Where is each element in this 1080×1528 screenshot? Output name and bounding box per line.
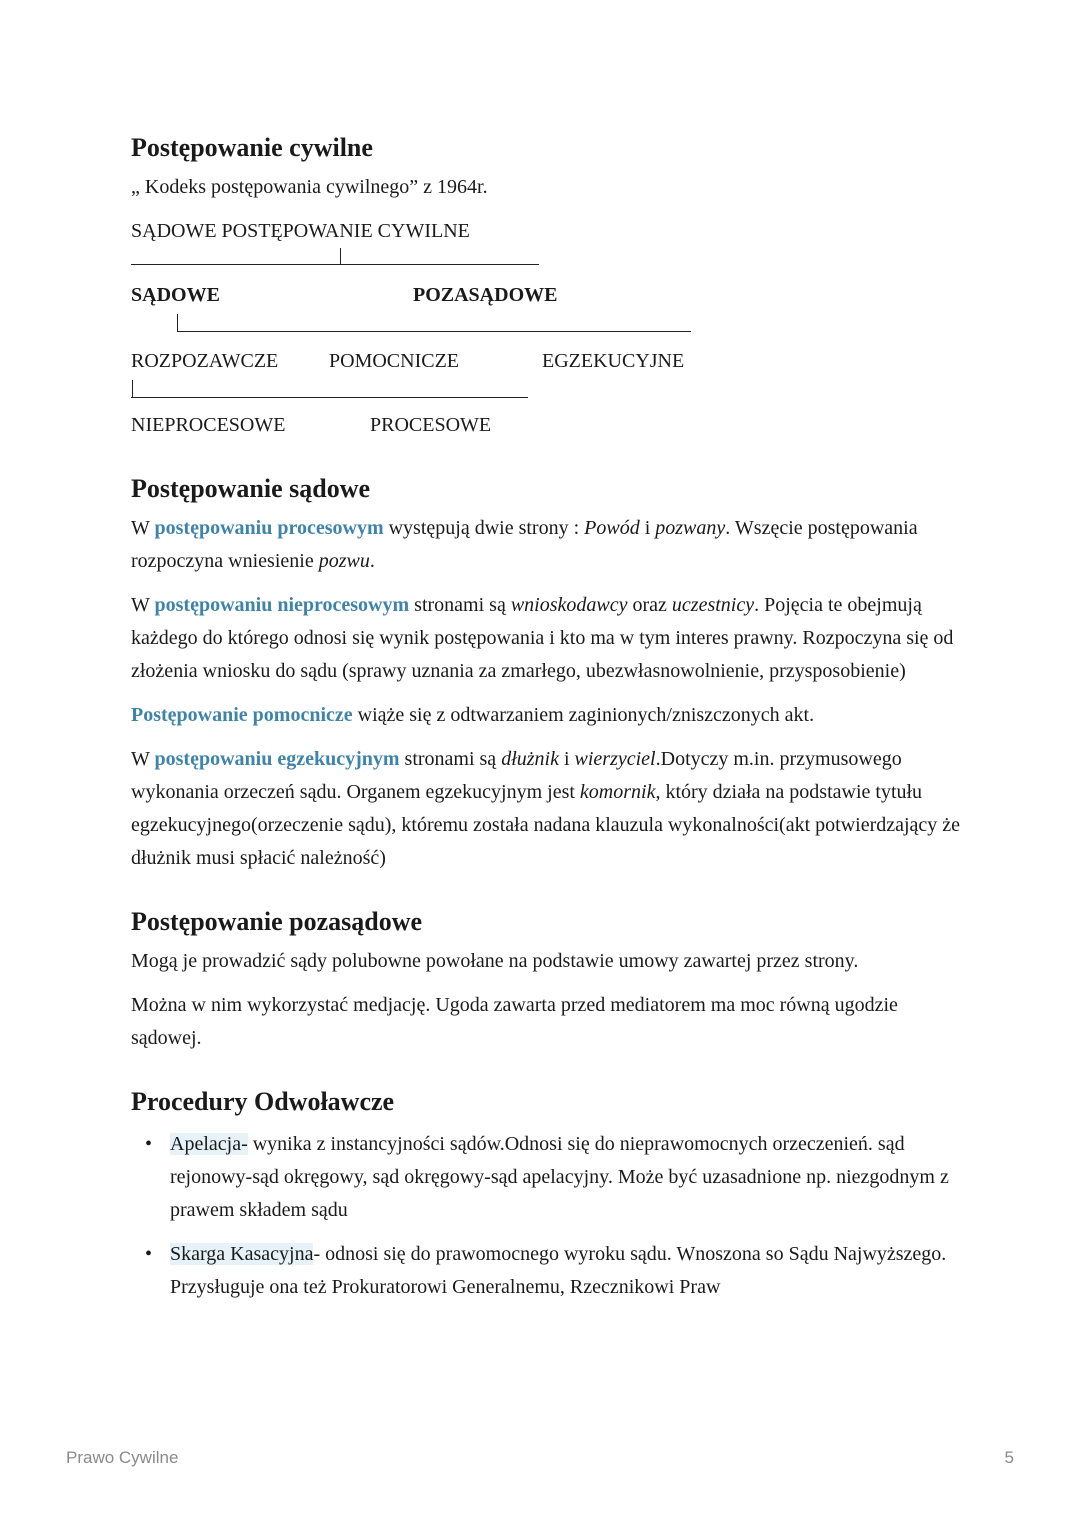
diagram-line: [132, 380, 133, 397]
term-pomocnicze: Postępowanie pomocnicze: [131, 704, 353, 726]
diagram-node-sadowe: SĄDOWE: [131, 284, 220, 306]
paragraph-polubowne: Mogą je prowadzić sądy polubowne powołane na podstawie umowy zawartej przez strony.: [131, 950, 859, 972]
appeal-list: [131, 1128, 961, 1304]
diagram-node-nieprocesowe: NIEPROCESOWE: [131, 414, 286, 436]
list-item: • Apelacja- wynika z instancyjności sądów.Odnosi się do nieprawomocnych orzeczenień. sąd rejonowy-sąd okręgowy, sąd okręgowy-sąd apelacyjny. Może być uzasadnione np. niezgodnym z prawem składem sądu: [131, 1128, 961, 1227]
term-skarga-kasacyjna: Skarga Kasacyjna: [170, 1243, 314, 1265]
paragraph-procesowe: W postępowaniu procesowym występują dwie strony : Powód i pozwany. Wszęcie postępowania rozpoczyna wniesienie pozwu.: [131, 517, 918, 572]
footer-title: Prawo Cywilne: [66, 1448, 179, 1467]
paragraph-nieprocesowe: W postępowaniu nieprocesowym stronami są wnioskodawcy oraz uczestnicy. Pojęcia te obejmują każdego do którego odnosi się wynik postępowania i kto ma w tym interes prawny. Rozpoczyna się od złożenia wniosku do sądu (sprawy uznania za zmarłego, ubezwłasnowolnienie, przysposobienie): [131, 594, 954, 682]
document-body: [131, 128, 961, 1315]
term-egzekucyjne: postępowaniu egzekucyjnym: [154, 748, 400, 770]
procedure-diagram: [131, 215, 961, 442]
diagram-line: [131, 264, 539, 265]
diagram-node-pomocnicze: POMOCNICZE: [329, 350, 460, 372]
diagram-node-egzekucyjne: EGZEKUCYJNE: [542, 350, 685, 372]
page-number: 5: [1004, 1448, 1014, 1467]
diagram-root: SĄDOWE POSTĘPOWANIE CYWILNE: [131, 220, 470, 242]
term-nieprocesowe: postępowaniu nieprocesowym: [154, 594, 410, 616]
diagram-line: [131, 397, 528, 398]
code-line: „ Kodeks postępowania cywilnego” z 1964r.: [131, 176, 488, 198]
diagram-line: [177, 331, 691, 332]
diagram-node-rozpozawcze: ROZPOZAWCZE: [131, 350, 279, 372]
bullet-icon: •: [145, 1243, 153, 1265]
list-item: • Skarga Kasacyjna- odnosi się do prawomocnego wyroku sądu. Wnoszona so Sądu Najwyższego. Przysługuje ona też Prokuratorowi Generalnemu, Rzecznikowi Praw: [131, 1238, 961, 1304]
diagram-node-pozasadowe: POZASĄDOWE: [413, 284, 558, 306]
heading-postepowanie-sadowe: Postępowanie sądowe: [131, 474, 371, 503]
heading-procedury-odwolawcze: Procedury Odwoławcze: [131, 1087, 395, 1116]
term-procesowe: postępowaniu procesowym: [154, 517, 384, 539]
paragraph-pomocnicze: Postępowanie pomocnicze wiąże się z odtwarzaniem zaginionych/zniszczonych akt.: [131, 704, 815, 726]
diagram-line: [177, 314, 178, 331]
paragraph-mediacja: Można w nim wykorzystać medjację. Ugoda zawarta przed mediatorem ma moc równą ugodzie sądowej.: [131, 994, 898, 1049]
diagram-line: [340, 248, 341, 264]
diagram-node-procesowe: PROCESOWE: [370, 414, 492, 436]
paragraph-egzekucyjne: W postępowaniu egzekucyjnym stronami są dłużnik i wierzyciel.Dotyczy m.in. przymusowego wykonania orzeczeń sądu. Organem egzekucyjnym jest komornik, który działa na podstawie tytułu egzekucyjnego(orzeczenie sądu), któremu została nadana klauzula wykonalności(akt potwierdzający że dłużnik musi spłacić należność): [131, 748, 961, 869]
heading-postepowanie-cywilne: Postępowanie cywilne: [131, 133, 373, 162]
heading-postepowanie-pozasadowe: Postępowanie pozasądowe: [131, 907, 423, 936]
bullet-icon: •: [145, 1133, 153, 1155]
term-apelacja: Apelacja-: [170, 1133, 248, 1155]
